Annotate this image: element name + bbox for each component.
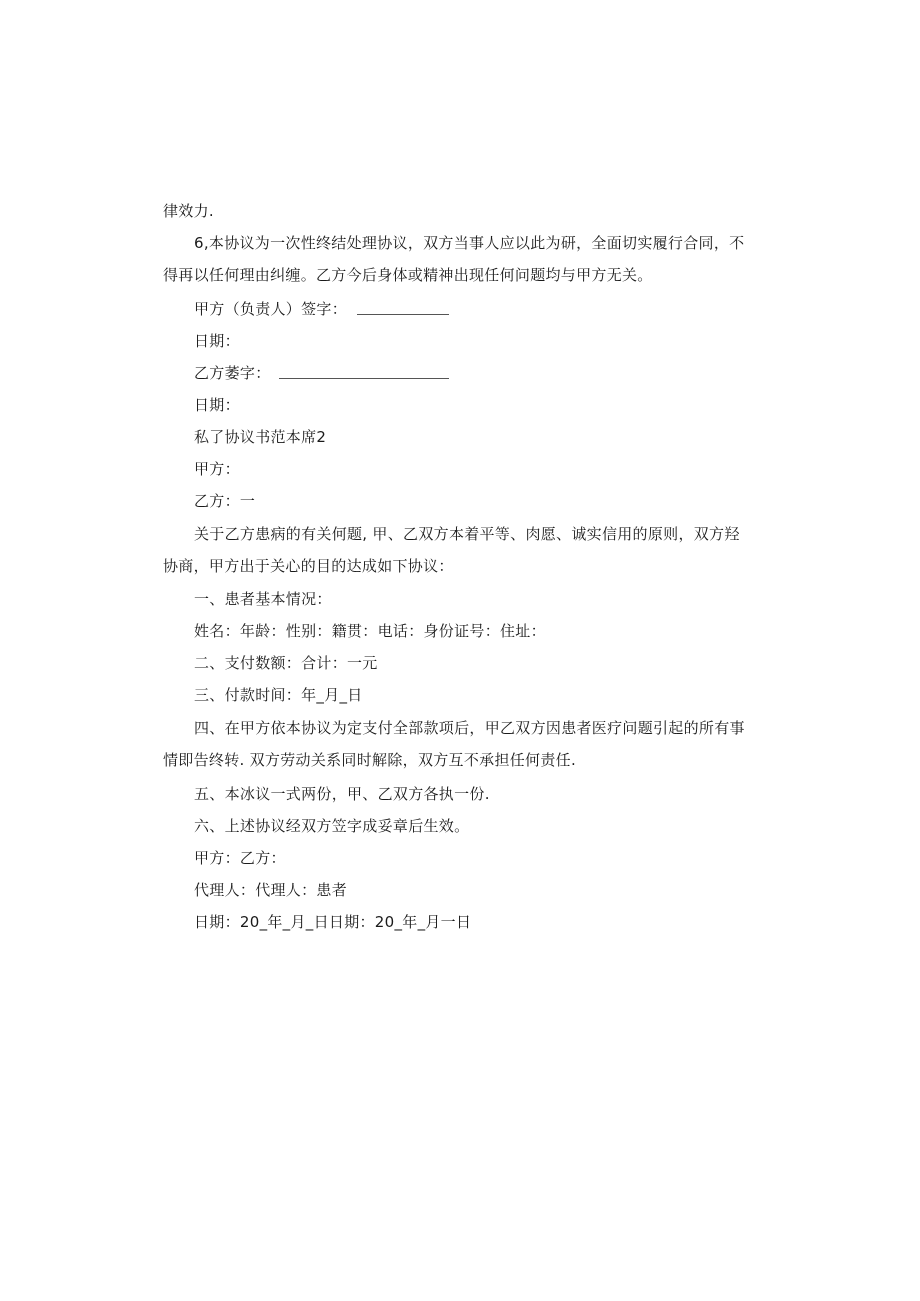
- party-a-label: 甲方：: [194, 460, 240, 478]
- section-title: 私了协议书范本席2: [194, 428, 327, 446]
- party-b-label: 乙方：一: [194, 492, 256, 510]
- article-6: 六、上述协议经双方笠字成妥章后生效。: [194, 817, 470, 835]
- article-2-payment-amount: 二、支付数额：合计：一元: [194, 654, 378, 672]
- clause-6-line-2: 得再以任何理由纠缠。乙方今后身体或精神出现任何问题均与甲方无关。: [163, 266, 653, 284]
- party-b-signature-label: 乙方萎字：: [194, 364, 271, 382]
- article-4-line-2: 情即告终转. 双方劳动关系同时解除，双方互不承担任何责任.: [163, 751, 577, 769]
- date-label-1: 日期：: [194, 332, 240, 350]
- agents-row: 代理人：代理人：患者: [194, 881, 348, 899]
- parties-signature-row: 甲方：乙方：: [194, 849, 286, 867]
- article-1-heading: 一、患者基本情况：: [194, 590, 332, 608]
- party-b-signature-line: [279, 364, 449, 379]
- date-label-2: 日期：: [194, 396, 240, 414]
- article-4-line-1: 四、在甲方依本协议为定支付全部款项后，甲乙双方因患者医疗问题引起的所有事: [194, 719, 745, 737]
- party-a-signature-label: 甲方（负责人）签字：: [194, 300, 348, 318]
- clause-6-line-1: 6,本协议为一次性终结处理协议，双方当事人应以此为研，全面切实履行合同，不: [194, 234, 745, 252]
- article-5: 五、本冰议一式两份，甲、乙双方各执一份.: [194, 785, 490, 803]
- preamble-line-2: 协商，甲方出于关心的目的达成如下协议：: [163, 557, 454, 575]
- patient-info-fields: 姓名：年龄：性别：籍贯：电话：身份证号：住址：: [194, 622, 546, 640]
- dates-row: 日期：20_年_月_日日期：20_年_月一日: [194, 913, 472, 931]
- party-a-signature-line: [357, 300, 449, 315]
- article-3-payment-time: 三、付款时间：年_月_日: [194, 686, 363, 704]
- paragraph-continuation: 律效力.: [163, 202, 214, 220]
- preamble-line-1: 关于乙方患病的有关何题, 甲、乙双方本着平等、肉愿、诚实信用的原则，双方羟: [194, 525, 740, 543]
